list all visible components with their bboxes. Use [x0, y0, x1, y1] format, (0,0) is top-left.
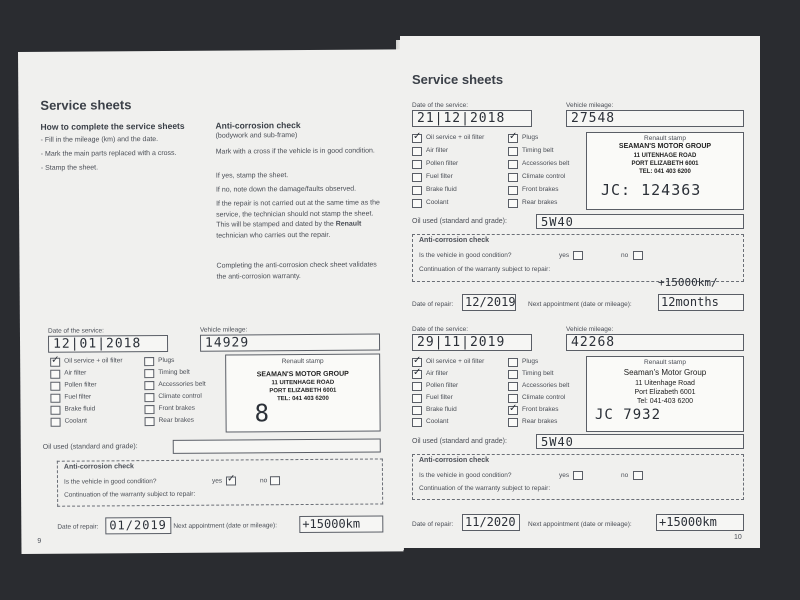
checkbox-brake-fluid[interactable] — [50, 406, 60, 415]
check-label: Oil service + oil filter — [426, 358, 485, 365]
checkbox-coolant[interactable] — [51, 418, 61, 427]
checkbox-plugs[interactable] — [508, 134, 518, 143]
mileage-field[interactable]: 27548 — [566, 110, 744, 127]
checkbox-timing-belt[interactable] — [508, 370, 518, 379]
checkbox-accessories-belt[interactable] — [508, 382, 518, 391]
checkbox-climate-control[interactable] — [144, 393, 154, 402]
checkbox-front-brakes[interactable] — [508, 406, 518, 415]
mileage-field[interactable]: 14929 — [200, 333, 380, 351]
renault-stamp-box: Renault stamp SEAMAN'S MOTOR GROUP 11 UITENHAGE ROAD PORT ELIZABETH 6001 TEL: 041 403 6200 JC: 124363 — [586, 132, 744, 210]
checkbox-oil-service[interactable] — [50, 358, 60, 367]
anti-corrosion-section: Anti-corrosion check Is the vehicle in good condition? yes ✓ no Continuation of the warranty subject to repair: — [57, 458, 383, 506]
checkbox-air-filter[interactable] — [50, 370, 60, 379]
check-label: Rear brakes — [158, 416, 195, 425]
date-label: Date of the service: — [412, 102, 468, 109]
anti-corrosion-section: Anti-corrosion check Is the vehicle in good condition? yes no Continuation of the warranty subject to repair: — [412, 234, 744, 282]
check-label: Timing belt — [522, 147, 554, 154]
check-label: Coolant — [64, 417, 88, 425]
right-page — [400, 36, 760, 548]
checkbox-rear-brakes[interactable] — [508, 418, 518, 427]
checkbox-timing-belt[interactable] — [508, 147, 518, 156]
anti-corrosion-section: Anti-corrosion check Is the vehicle in good condition? yes no Continuation of the warranty subject to repair: — [412, 454, 744, 500]
next-appointment-label: Next appointment (date or mileage): — [528, 301, 632, 308]
page-title: Service sheets — [40, 97, 132, 113]
check-label: Rear brakes — [522, 418, 558, 425]
check-label: Climate control — [158, 392, 202, 401]
check-label: Rear brakes — [522, 199, 558, 206]
service-date-field[interactable]: 12|01|2018 — [48, 335, 168, 353]
mileage-label: Vehicle mileage: — [566, 102, 614, 109]
check-label: Timing belt — [522, 370, 554, 377]
next-appointment-label: Next appointment (date or mileage): — [173, 522, 278, 530]
date-label: Date of the service: — [47, 327, 104, 335]
check-label: Plugs — [522, 358, 539, 365]
check-label: Oil service + oil filter — [426, 134, 485, 141]
checkbox-front-brakes[interactable] — [508, 186, 518, 195]
anti-instruction: Completing the anti-corrosion check sheet validates the anti-corrosion warranty. — [216, 261, 377, 281]
oil-field[interactable]: 5W40 — [536, 214, 744, 229]
anti-instruction: If the repair is not carried out at the same time as the service, the technician should not stamp the sheet. This will be stamped and dated by the Renault technician who carries out the repair. — [216, 199, 380, 240]
checkbox-coolant[interactable] — [412, 199, 422, 208]
anti-corrosion-subtitle: (bodywork and sub-frame) — [215, 132, 298, 140]
check-label: Coolant — [426, 418, 449, 425]
repair-label: Date of repair: — [57, 523, 99, 531]
checkbox-pollen-filter[interactable] — [50, 382, 60, 391]
stamp-signature: JC: 124363 — [601, 181, 702, 199]
page-number: 9 — [37, 537, 42, 545]
how-to-title: How to complete the service sheets — [40, 120, 185, 132]
oil-label: Oil used (standard and grade): — [412, 218, 507, 225]
renault-stamp-box: Renault stamp SEAMAN'S MOTOR GROUP 11 UITENHAGE ROAD PORT ELIZABETH 6001 TEL: 041 403 6200 8 — [225, 353, 381, 432]
check-label: Fuel filter — [426, 394, 453, 401]
checkbox-good-yes[interactable] — [573, 251, 583, 260]
next-appointment-label: Next appointment (date or mileage): — [528, 521, 632, 528]
checkbox-oil-service[interactable] — [412, 358, 422, 367]
oil-label: Oil used (standard and grade): — [412, 438, 507, 445]
how-to-item: - Mark the main parts replaced with a cross. — [40, 149, 177, 158]
next-appointment-field[interactable]: 12months — [658, 294, 744, 311]
check-label: Plugs — [158, 356, 175, 365]
oil-field[interactable]: 5W40 — [536, 434, 744, 449]
page-title: Service sheets — [412, 72, 504, 87]
renault-stamp-box: Renault stamp Seaman's Motor Group 11 Uitenhage Road Port Elizabeth 6001 Tel: 041-403 6200 JC 7932 — [586, 356, 744, 432]
check-label: Pollen filter — [426, 382, 459, 389]
checkbox-brake-fluid[interactable] — [412, 186, 422, 195]
anti-instruction: If no, note down the damage/faults observed. — [215, 185, 357, 194]
checkbox-fuel-filter[interactable] — [412, 394, 422, 403]
check-label: Accessories belt — [522, 382, 570, 389]
repair-date-field[interactable]: 01/2019 — [105, 517, 171, 534]
check-label: Brake fluid — [64, 405, 96, 413]
check-label: Plugs — [522, 134, 539, 141]
next-appointment-field[interactable]: +15000km — [299, 515, 383, 533]
check-label: Air filter — [426, 147, 449, 154]
checkbox-fuel-filter[interactable] — [412, 173, 422, 182]
check-label: Pollen filter — [64, 381, 97, 389]
checkbox-plugs[interactable] — [508, 358, 518, 367]
check-label: Air filter — [426, 370, 449, 377]
anti-corrosion-title: Anti-corrosion check — [215, 120, 301, 131]
checkbox-timing-belt[interactable] — [144, 369, 154, 378]
check-label: Front brakes — [522, 186, 559, 193]
checkbox-good-no[interactable] — [270, 476, 280, 485]
next-appointment-note: +15000km/ — [658, 276, 718, 289]
checkbox-good-yes[interactable] — [573, 471, 583, 480]
check-label: Accessories belt — [158, 380, 206, 389]
check-label: Climate control — [522, 394, 566, 401]
checkbox-rear-brakes[interactable] — [145, 417, 155, 426]
checkbox-climate-control[interactable] — [508, 394, 518, 403]
stamp-signature: JC 7932 — [595, 407, 662, 423]
check-label: Pollen filter — [426, 160, 459, 167]
checkbox-fuel-filter[interactable] — [50, 394, 60, 403]
checkbox-pollen-filter[interactable] — [412, 160, 422, 169]
check-label: Fuel filter — [426, 173, 453, 180]
check-label: Brake fluid — [426, 406, 457, 413]
repair-label: Date of repair: — [412, 521, 454, 528]
check-label: Front brakes — [522, 406, 559, 413]
checkbox-good-no[interactable] — [633, 251, 643, 260]
check-label: Timing belt — [158, 368, 190, 377]
checkbox-good-no[interactable] — [633, 471, 643, 480]
mileage-label: Vehicle mileage: — [566, 326, 614, 333]
check-label: Accessories belt — [522, 160, 570, 167]
anti-instruction: Mark with a cross if the vehicle is in good condition. — [215, 147, 375, 156]
checkbox-rear-brakes[interactable] — [508, 199, 518, 208]
checkbox-accessories-belt[interactable] — [144, 381, 154, 390]
page-number: 10 — [734, 534, 742, 541]
repair-date-field[interactable]: 11/2020 — [462, 514, 520, 531]
check-label: Fuel filter — [64, 393, 92, 401]
mileage-label: Vehicle mileage: — [199, 326, 248, 334]
left-page — [18, 49, 403, 554]
service-date-field[interactable]: 29|11|2019 — [412, 334, 532, 351]
mileage-field[interactable]: 42268 — [566, 334, 744, 351]
checkbox-climate-control[interactable] — [508, 173, 518, 182]
anti-instruction: If yes, stamp the sheet. — [215, 172, 289, 180]
check-label: Climate control — [522, 173, 566, 180]
check-label: Oil service + oil filter — [64, 357, 123, 365]
checkbox-brake-fluid[interactable] — [412, 406, 422, 415]
checkbox-accessories-belt[interactable] — [508, 160, 518, 169]
check-label: Front brakes — [158, 404, 196, 413]
stamp-signature: 8 — [254, 399, 271, 428]
checkbox-coolant[interactable] — [412, 418, 422, 427]
check-label: Coolant — [426, 199, 449, 206]
service-date-field[interactable]: 21|12|2018 — [412, 110, 532, 127]
checkbox-pollen-filter[interactable] — [412, 382, 422, 391]
how-to-item: - Fill in the mileage (km) and the date. — [40, 136, 159, 144]
next-appointment-field[interactable]: +15000km — [656, 514, 744, 531]
check-label: Brake fluid — [426, 186, 457, 193]
checkbox-good-yes[interactable] — [226, 476, 236, 485]
how-to-item: - Stamp the sheet. — [40, 164, 99, 172]
repair-label: Date of repair: — [412, 301, 454, 308]
checkbox-air-filter[interactable] — [412, 147, 422, 156]
repair-date-field[interactable]: 12/2019 — [462, 294, 516, 311]
check-label: Air filter — [64, 369, 87, 377]
checkbox-oil-service[interactable] — [412, 134, 422, 143]
date-label: Date of the service: — [412, 326, 468, 333]
checkbox-plugs[interactable] — [144, 357, 154, 366]
checkbox-air-filter[interactable] — [412, 370, 422, 379]
oil-label: Oil used (standard and grade): — [42, 443, 138, 451]
checkbox-front-brakes[interactable] — [144, 405, 154, 414]
oil-field[interactable] — [173, 438, 381, 453]
